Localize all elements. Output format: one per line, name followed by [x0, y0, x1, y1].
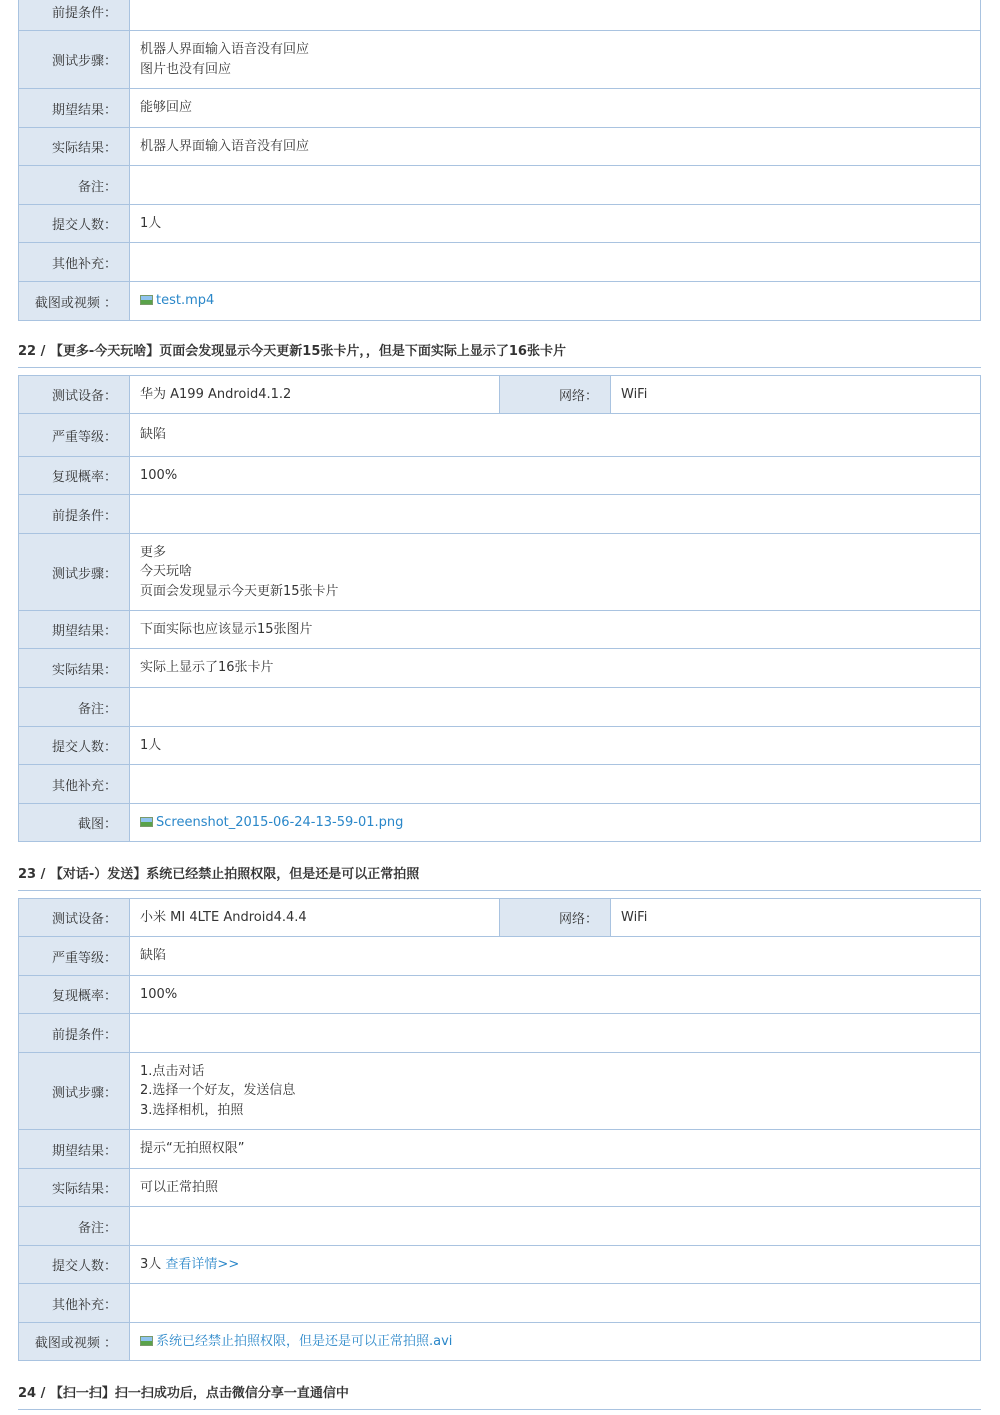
remark-label: 备注： — [19, 688, 130, 727]
network-label: 网络： — [500, 376, 611, 414]
precondition-value — [130, 0, 981, 31]
actual-label: 实际结果： — [19, 1169, 130, 1207]
bug-24-title: 24 / 【扫一扫】扫一扫成功后，点击微信分享一直通信中 — [18, 1382, 981, 1410]
attachment-label: 截图或视频 ： — [19, 1323, 130, 1361]
remark-label: 备注： — [19, 166, 130, 205]
submitters-value: 1人 — [130, 727, 981, 765]
attachment-cell — [130, 1323, 981, 1361]
actual-value: 机器人界面输入语音没有回应 — [130, 128, 981, 166]
severity-value: 缺陷 — [130, 937, 981, 976]
step-line: 今天玩啥 — [140, 564, 193, 580]
expected-value: 下面实际也应该显示15张图片 — [130, 611, 981, 649]
attachment-link[interactable]: 系统已经禁止拍照权限，但是还是可以正常拍照.avi — [156, 1333, 453, 1349]
submitters-value: 1人 — [130, 205, 981, 243]
steps-label: 测试步骤： — [19, 534, 130, 611]
actual-label: 实际结果： — [19, 128, 130, 166]
actual-label: 实际结果： — [19, 649, 130, 688]
image-file-icon — [140, 295, 153, 305]
expected-label: 期望结果： — [19, 611, 130, 649]
step-line: 更多 — [140, 544, 167, 560]
step-line: 页面会发现显示今天更新15张卡片 — [140, 583, 339, 599]
attachment-cell — [130, 282, 981, 321]
image-file-icon — [140, 817, 153, 827]
other-value — [130, 243, 981, 282]
repro-value: 100% — [130, 976, 981, 1014]
attachment-link[interactable]: Screenshot_2015-06-24-13-59-01.png — [156, 814, 404, 830]
step-line: 1.点击对话 — [140, 1063, 205, 1079]
bug-22-title: 22 / 【更多-今天玩啥】页面会发现显示今天更新15张卡片，，但是下面实际上显示了16张卡片 — [18, 340, 981, 368]
expected-value: 能够回应 — [130, 89, 981, 128]
actual-value: 可以正常拍照 — [130, 1169, 981, 1207]
severity-label: 严重等级： — [19, 937, 130, 976]
steps-label: 测试步骤： — [19, 1053, 130, 1130]
precondition-label: 前提条件： — [19, 1014, 130, 1053]
submitters-label: 提交人数： — [19, 1246, 130, 1284]
repro-value: 100% — [130, 457, 981, 495]
step-line: 图片也没有回应 — [140, 61, 232, 77]
expected-value: 提示“无拍照权限” — [130, 1130, 981, 1169]
view-details-link[interactable]: 查看详情>> — [165, 1256, 240, 1272]
precondition-label: 前提条件： — [19, 0, 130, 31]
device-value: 小米 MI 4LTE Android4.4.4 — [130, 899, 500, 937]
other-label: 其他补充： — [19, 243, 130, 282]
bug-23-table — [18, 898, 981, 1361]
submitters-cell — [130, 1246, 981, 1284]
steps-value — [130, 1053, 981, 1130]
other-label: 其他补充： — [19, 1284, 130, 1323]
remark-value — [130, 166, 981, 205]
severity-label: 严重等级： — [19, 414, 130, 457]
steps-value — [130, 31, 981, 89]
remark-value — [130, 688, 981, 727]
precondition-value — [130, 495, 981, 534]
steps-label: 测试步骤： — [19, 31, 130, 89]
repro-label: 复现概率： — [19, 457, 130, 495]
attachment-link[interactable]: test.mp4 — [156, 293, 215, 309]
severity-value: 缺陷 — [130, 414, 981, 457]
expected-label: 期望结果： — [19, 89, 130, 128]
remark-value — [130, 1207, 981, 1246]
device-value: 华为 A199 Android4.1.2 — [130, 376, 500, 414]
image-file-icon — [140, 1336, 153, 1346]
remark-label: 备注： — [19, 1207, 130, 1246]
precondition-value — [130, 1014, 981, 1053]
other-value — [130, 1284, 981, 1323]
other-value — [130, 765, 981, 804]
device-label: 测试设备： — [19, 899, 130, 937]
expected-label: 期望结果： — [19, 1130, 130, 1169]
step-line: 2.选择一个好友，发送信息 — [140, 1083, 296, 1099]
actual-value: 实际上显示了16张卡片 — [130, 649, 981, 688]
network-value: WiFi — [611, 899, 981, 937]
attachment-label: 截图： — [19, 804, 130, 842]
bug-22-table — [18, 375, 981, 842]
submitters-label: 提交人数： — [19, 205, 130, 243]
attachment-cell — [130, 804, 981, 842]
network-label: 网络： — [500, 899, 611, 937]
network-value: WiFi — [611, 376, 981, 414]
bug-21-table — [18, 0, 981, 321]
steps-value — [130, 534, 981, 611]
precondition-label: 前提条件： — [19, 495, 130, 534]
submitters-value: 3人 — [140, 1256, 162, 1272]
device-label: 测试设备： — [19, 376, 130, 414]
repro-label: 复现概率： — [19, 976, 130, 1014]
other-label: 其他补充： — [19, 765, 130, 804]
step-line: 3.选择相机，拍照 — [140, 1102, 244, 1118]
step-line: 机器人界面输入语音没有回应 — [140, 42, 310, 57]
bug-23-title: 23 / 【对话-）发送】系统已经禁止拍照权限，但是还是可以正常拍照 — [18, 863, 981, 891]
submitters-label: 提交人数： — [19, 727, 130, 765]
attachment-label: 截图或视频 ： — [19, 282, 130, 321]
